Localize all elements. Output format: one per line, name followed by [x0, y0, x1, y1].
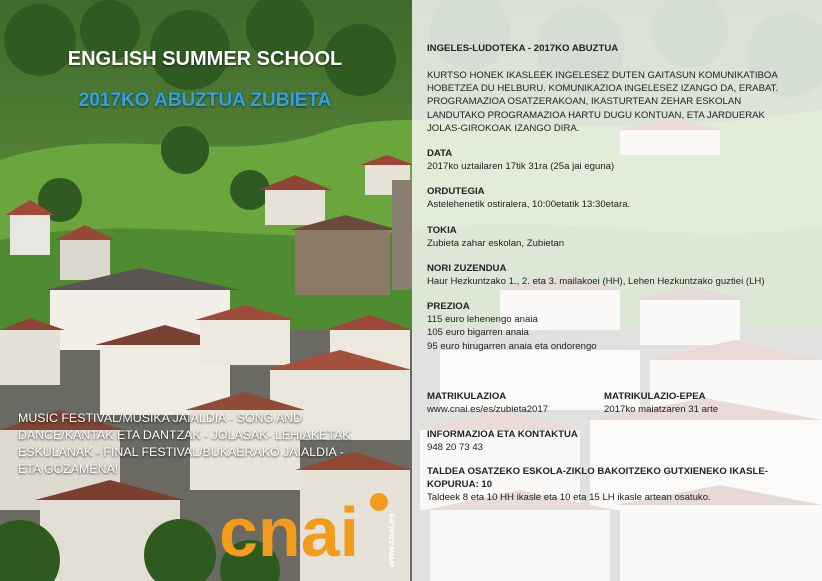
data-value: 2017ko uztailaren 17tik 31ra (25a jai eguna)	[427, 161, 615, 173]
price-2: 105 euro bigarren anaia	[427, 327, 529, 339]
deadline-value: 2017ko maiatzaren 31 arte	[604, 404, 719, 416]
logo-text: cnai	[219, 493, 360, 566]
price-1: 115 euro lehenengo anaia	[427, 314, 538, 326]
group-section	[427, 465, 807, 505]
deadline-section	[604, 390, 718, 416]
cnai-logo	[219, 490, 389, 566]
contact-label: INFORMAZIOA ETA KONTAKTUA	[427, 429, 578, 440]
intro-text: KURTSO HONEK IKASLEEK INGELESEZ DUTEN GAITASUN KOMUNIKATIBOA HOBETZEA DU HELBURU. KOMUNIKAZIOA INGELESEZ IZANGO DA, ERABAT. PROGRAMAZIOA OSATZERAKOAN, IKASTURTEAN ZEHAR ESKOLAN LANDUTAKO PROGRAMAZIOA HARTU DUGU KONTUAN, ETA JARDUERAK JOLAS-GIROKOAK IZANGO DIRA.	[427, 70, 779, 134]
schedule-section	[427, 185, 630, 211]
data-label: DATA	[427, 148, 453, 159]
target-section	[427, 262, 765, 288]
panel-heading: INGELES-LUDOTEKA - 2017KO ABUZTUA	[427, 43, 619, 54]
group-label: TALDEA OSATZEKO ESKOLA-ZIKLO BAKOITZEKO GUTXIENEKO IKASLE-KOPURUA: 10	[427, 466, 768, 491]
place-section	[427, 224, 564, 250]
target-label: NORI ZUZENDUA	[427, 263, 507, 274]
logo-website: www.cnai.es	[386, 513, 396, 567]
activities-text: MUSIC FESTIVAL/MUSIKA JAIALDIA - SONG AND DANCE/KANTAK ETA DANTZAK - JOLASAK- LEHIAKETAK ESKULANAK - FINAL FESTIVAL/BUKAERAKO JAIALDIA - ETA GOZAMENA!	[18, 411, 351, 476]
target-value: Haur Hezkuntzako 1., 2. eta 3. mailakoei (HH), Lehen Hezkuntzako guztiei (LH)	[427, 276, 765, 288]
data-section	[427, 147, 614, 173]
enroll-label: MATRIKULAZIOA	[427, 391, 507, 402]
schedule-label: ORDUTEGIA	[427, 186, 485, 197]
place-label: TOKIA	[427, 225, 457, 236]
price-section	[427, 300, 597, 353]
page-title: ENGLISH SUMMER SCHOOL	[67, 48, 343, 70]
deadline-label: MATRIKULAZIO-EPEA	[604, 391, 706, 402]
place-value: Zubieta zahar eskolan, Zubietan	[427, 238, 565, 250]
enroll-section	[427, 390, 548, 416]
price-3: 95 euro hirugarren anaia eta ondorengo	[427, 340, 597, 352]
contact-value: 948 20 73 43	[427, 442, 484, 454]
contact-section	[427, 428, 578, 454]
page-subtitle: 2017KO ABUZTUA ZUBIETA	[78, 90, 332, 111]
enroll-link[interactable]: www.cnai.es/es/zubieta2017	[427, 404, 549, 416]
price-label: PREZIOA	[427, 301, 470, 312]
schedule-value: Astelehenetik ostiralera, 10:00etatik 13:30etara.	[427, 199, 631, 211]
group-value: Taldeek 8 eta 10 HH ikasle eta 10 eta 15 LH ikasle artean osatuko.	[427, 492, 711, 504]
